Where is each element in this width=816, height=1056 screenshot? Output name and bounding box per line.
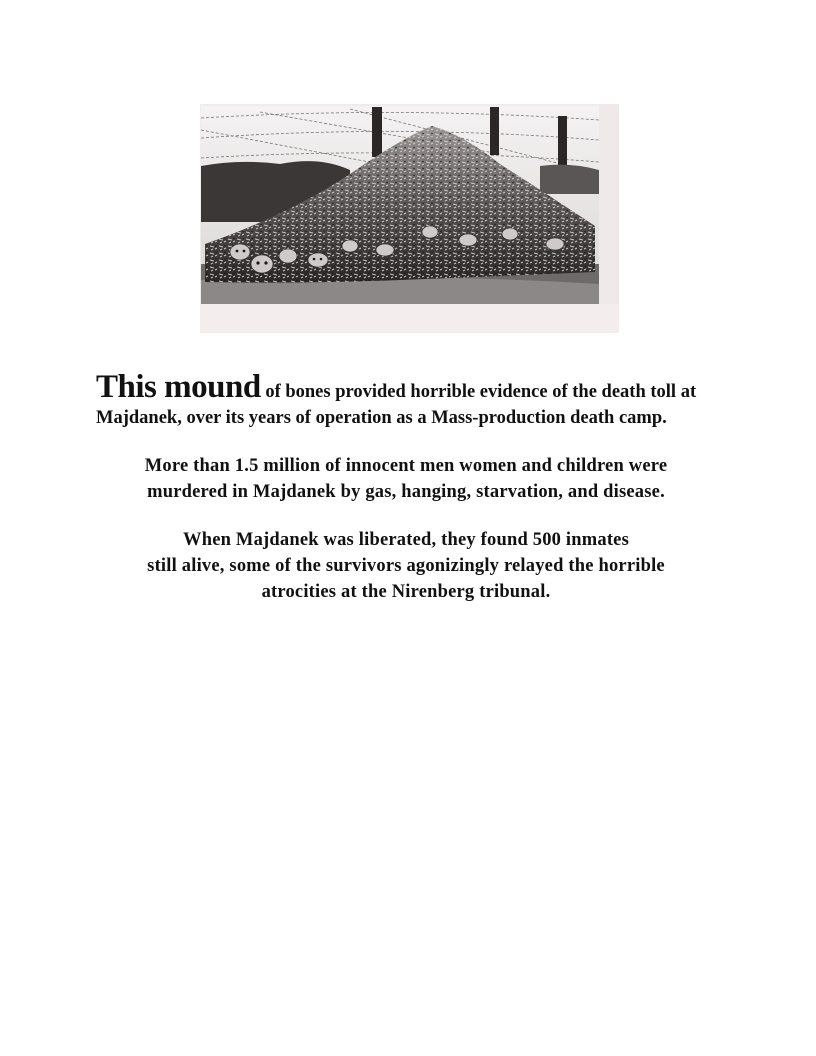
- caption: [96, 369, 736, 605]
- caption-paragraph-3-line: When Majdanek was liberated, they found 500 inmates: [183, 530, 629, 550]
- caption-paragraph-2: [96, 453, 716, 505]
- caption-paragraph-1-text: of bones provided horrible evidence of the death toll at Majdanek, over its years of operation as a Mass-production death camp.: [96, 382, 697, 428]
- caption-paragraph-3-line: atrocities at the Nirenberg tribunal.: [261, 582, 551, 602]
- caption-paragraph-3: [96, 527, 716, 605]
- caption-paragraph-1: [96, 369, 736, 431]
- caption-paragraph-2-line: More than 1.5 million of innocent men women and children were: [144, 456, 668, 476]
- bone-mound-photo-icon: [200, 104, 619, 333]
- caption-paragraph-2-line: murdered in Majdanek by gas, hanging, starvation, and disease.: [147, 482, 665, 502]
- bone-mound-photo: [200, 104, 619, 333]
- caption-paragraph-3-line: still alive, some of the survivors agonizingly relayed the horrible: [147, 556, 665, 576]
- caption-lead: This mound: [96, 369, 261, 405]
